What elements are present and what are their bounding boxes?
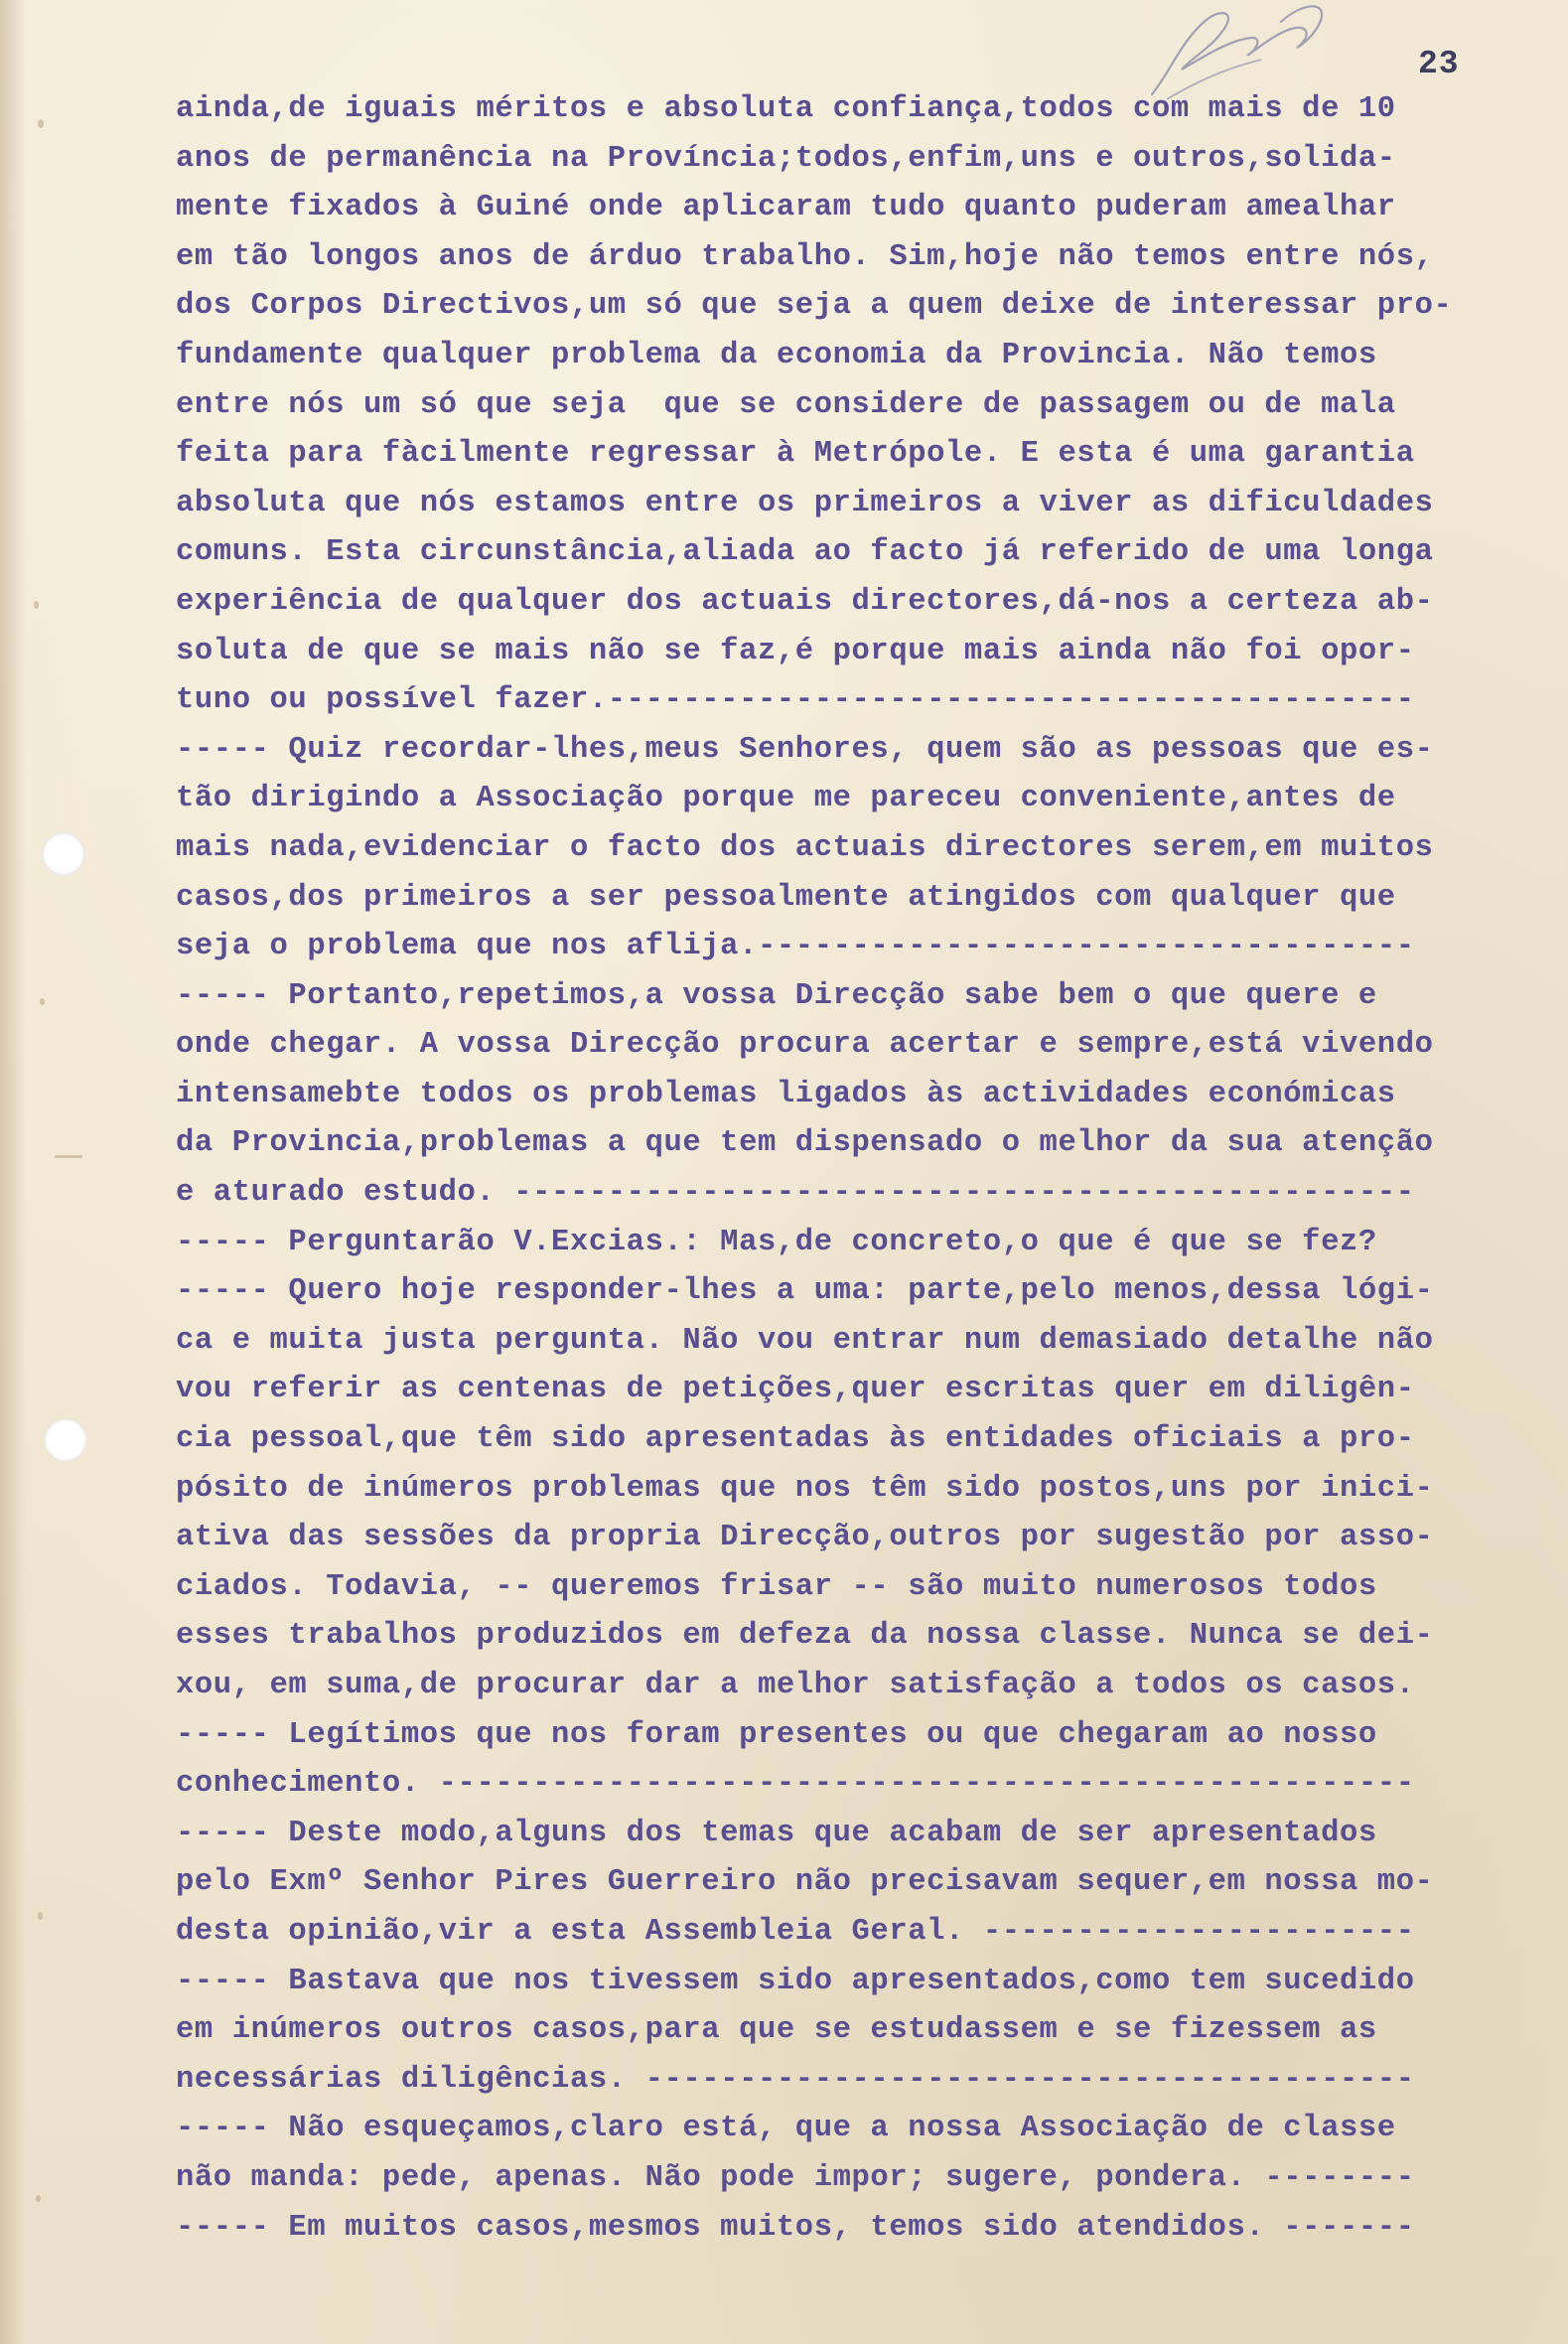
text-line: ----- Portanto,repetimos,a vossa Direcção sabe bem o que quere e	[176, 978, 1377, 1013]
text-line: ----- Deste modo,alguns dos temas que acabam de ser apresentados	[176, 1816, 1377, 1850]
text-line: feita para fàcilmente regressar à Metrópole. E esta é uma garantia	[176, 437, 1415, 472]
text-line: necessárias diligências. -----------------------------------------	[176, 2062, 1415, 2097]
text-line: cia pessoal,que têm sido apresentadas às entidades oficiais a pro-	[176, 1422, 1415, 1457]
text-line: ----- Perguntarão V.Excias.: Mas,de concreto,o que é que se fez?	[176, 1225, 1377, 1259]
paper-fleck	[36, 2195, 41, 2202]
text-line: pósito de inúmeros problemas que nos têm sido postos,uns por inici-	[176, 1471, 1434, 1506]
text-line: ----- Quiz recordar-lhes,meus Senhores, quem são as pessoas que es-	[176, 732, 1434, 767]
text-line: da Provincia,problemas a que tem dispensado o melhor da sua atenção	[176, 1126, 1434, 1161]
text-line: fundamente qualquer problema da economia da Provincia. Não temos	[176, 338, 1377, 372]
text-line: e aturado estudo. ------------------------------------------------	[176, 1176, 1415, 1211]
text-line: ----- Bastava que nos tivessem sido apresentados,como tem sucedido	[176, 1964, 1415, 1998]
punch-hole-top	[42, 832, 85, 876]
text-line: esses trabalhos produzidos em defeza da nossa classe. Nunca se dei-	[176, 1619, 1434, 1654]
text-line: onde chegar. A vossa Direcção procura acertar e sempre,está vivendo	[176, 1028, 1434, 1063]
paper-fleck	[38, 119, 44, 128]
paper-fleck	[34, 601, 39, 609]
typewritten-body	[176, 85, 1556, 2253]
text-line: intensamebte todos os problemas ligados às actividades económicas	[176, 1077, 1396, 1111]
paper-fleck	[40, 998, 45, 1005]
text-line: comuns. Esta circunstância,aliada ao facto já referido de uma longa	[176, 535, 1434, 570]
text-line: mais nada,evidenciar o facto dos actuais directores serem,em muitos	[176, 830, 1434, 865]
text-line: experiência de qualquer dos actuais directores,dá-nos a certeza ab-	[176, 584, 1434, 619]
text-line: ----- Quero hoje responder-lhes a uma: parte,pelo menos,dessa lógi-	[176, 1274, 1434, 1309]
paper-fleck	[38, 1912, 43, 1920]
text-line: dos Corpos Directivos,um só que seja a quem deixe de interessar pro-	[176, 289, 1453, 324]
page-number: 23	[1418, 46, 1460, 82]
text-line: ativa das sessões da propria Direcção,outros por sugestão por asso-	[176, 1521, 1434, 1555]
text-line: desta opinião,vir a esta Assembleia Geral. -----------------------	[176, 1914, 1415, 1949]
text-line: vou referir as centenas de petições,quer escritas quer em diligên-	[176, 1373, 1415, 1407]
text-line: ----- Legítimos que nos foram presentes ou que chegaram ao nosso	[176, 1717, 1377, 1752]
text-line: pelo Exmº Senhor Pires Guerreiro não precisavam sequer,em nossa mo-	[176, 1865, 1434, 1900]
paper-edge-shadow	[0, 0, 26, 2344]
text-line: ----- Em muitos casos,mesmos muitos, temos sido atendidos. -------	[176, 2210, 1415, 2245]
text-line: absoluta que nós estamos entre os primeiros a viver as dificuldades	[176, 486, 1434, 520]
text-line: soluta de que se mais não se faz,é porque mais ainda não foi opor-	[176, 634, 1415, 668]
text-line: tão dirigindo a Associação porque me pareceu conveniente,antes de	[176, 782, 1396, 816]
text-line: anos de permanência na Província;todos,enfim,uns e outros,solida-	[176, 141, 1396, 176]
text-line: ----- Não esqueçamos,claro está, que a nossa Associação de classe	[176, 2112, 1396, 2146]
text-line: não manda: pede, apenas. Não pode impor; sugere, pondera. --------	[176, 2160, 1415, 2195]
punch-hole-bottom	[44, 1418, 87, 1462]
text-line: xou, em suma,de procurar dar a melhor satisfação a todos os casos.	[176, 1669, 1415, 1702]
text-line: conhecimento. ----------------------------------------------------	[176, 1767, 1415, 1802]
text-line: casos,dos primeiros a ser pessoalmente atingidos com qualquer que	[176, 880, 1396, 915]
paper-fleck	[55, 1155, 82, 1158]
text-line: em tão longos anos de árduo trabalho. Sim,hoje não temos entre nós,	[176, 239, 1434, 274]
text-line: ainda,de iguais méritos e absoluta confiança,todos com mais de 10	[176, 92, 1396, 126]
text-line: seja o problema que nos aflija.-----------------------------------	[176, 930, 1415, 964]
text-line: tuno ou possível fazer.-------------------------------------------	[176, 683, 1415, 718]
text-line: entre nós um só que seja que se considere de passagem ou de mala	[176, 387, 1396, 422]
text-line: mente fixados à Guiné onde aplicaram tudo quanto puderam amealhar	[176, 191, 1396, 225]
text-line: ca e muita justa pergunta. Não vou entrar num demasiado detalhe não	[176, 1323, 1434, 1358]
text-line: ciados. Todavia, -- queremos frisar -- são muito numerosos todos	[176, 1569, 1377, 1604]
text-line: em inúmeros outros casos,para que se estudassem e se fizessem as	[176, 2013, 1377, 2048]
